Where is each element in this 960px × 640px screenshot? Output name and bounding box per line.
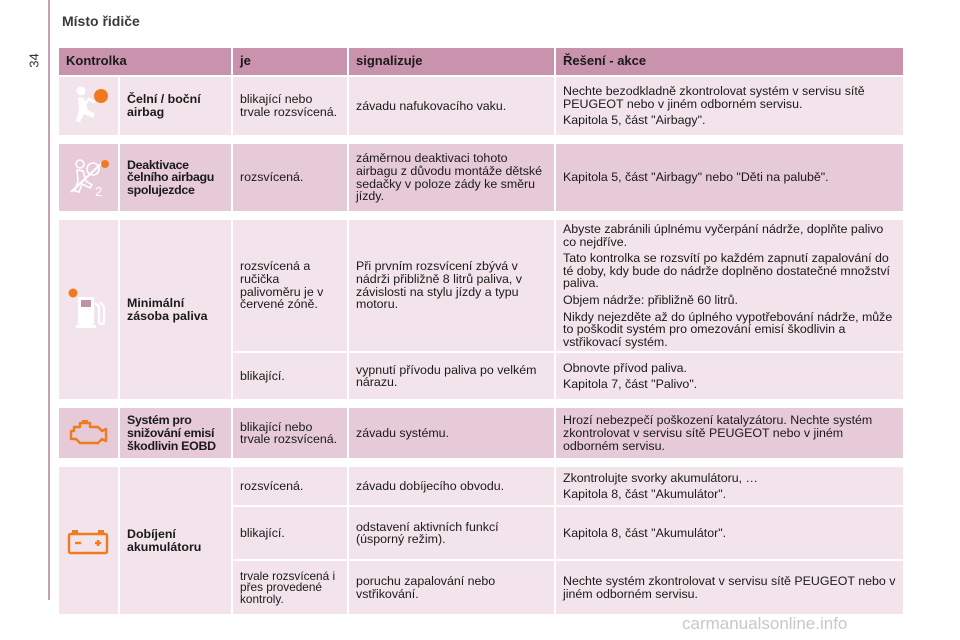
- margin-rule: [48, 0, 50, 600]
- battery-icon: [67, 526, 111, 556]
- table-row: [58, 143, 904, 212]
- signals-cell: závadu dobíjecího obvodu.: [348, 466, 555, 506]
- solution-cell: Hrozí nebezpečí poškození katalyzátoru. Nechte systém zkontrolovat v servisu sítě PEUGEOT nebo v jiném odborném servisu.: [555, 407, 904, 459]
- indicator-name: Minimální zásoba paliva: [119, 219, 232, 400]
- icon-cell: [58, 143, 119, 212]
- table-row: [58, 407, 904, 459]
- signals-cell: záměrnou deaktivaci tohoto airbagu z důvodu montáže dětské sedačky v poloze zády ke směru jízdy.: [348, 143, 555, 212]
- solution-cell: Kapitola 8, část "Akumulátor".: [555, 506, 904, 560]
- table-row: [58, 219, 904, 352]
- signals-cell: vypnutí přívodu paliva po velkém nárazu.: [348, 352, 555, 400]
- icon-cell: [58, 219, 119, 400]
- indicator-name: Deaktivace čelního airbagu spolujezdce: [119, 143, 232, 212]
- table-header-row: [58, 47, 904, 76]
- fuel-pump-icon: [67, 287, 111, 333]
- header-signals: signalizuje: [348, 47, 555, 76]
- signals-cell: odstavení aktivních funkcí (úsporný režim).: [348, 506, 555, 560]
- state-cell: blikající.: [232, 506, 348, 560]
- airbag-deactivated-icon: [67, 156, 111, 200]
- state-cell: rozsvícená.: [232, 466, 348, 506]
- solution-cell: Abyste zabránili úplnému vyčerpání nádrže, doplňte palivo co nejdříve. Tato kontrolka se rozsvítí po každém zapnutí zapalování do té doby, kdy bude do nádrže doplněno dostatečné množství paliva. Objem nádrže: přibližně 60 litrů. Nikdy nejezděte až do úplného vypotřebování nádrže, může to poškodit systém pro omezování emisí škodlivin a vstřikovací systém.: [555, 219, 904, 352]
- solution-cell: Kapitola 5, část "Airbagy" nebo "Děti na palubě".: [555, 143, 904, 212]
- header-state: je: [232, 47, 348, 76]
- solution-cell: Nechte systém zkontrolovat v servisu sítě PEUGEOT nebo v jiném odborném servisu.: [555, 560, 904, 615]
- solution-cell: Zkontrolujte svorky akumulátoru, … Kapitola 8, část "Akumulátor".: [555, 466, 904, 506]
- svg-text:2: 2: [94, 183, 102, 199]
- solution-cell: Obnovte přívod paliva. Kapitola 7, část "Palivo".: [555, 352, 904, 400]
- signals-cell: závadu nafukovacího vaku.: [348, 76, 555, 136]
- state-cell: trvale rozsvícená i přes provedené kontroly.: [232, 560, 348, 615]
- page-number: 34: [26, 52, 42, 68]
- icon-cell: [58, 466, 119, 615]
- state-cell: blikající nebo trvale rozsvícená.: [232, 407, 348, 459]
- table-row: [58, 76, 904, 136]
- section-title: Místo řidiče: [62, 13, 140, 29]
- indicator-table: [57, 46, 905, 616]
- solution-cell: Nechte bezodkladně zkontrolovat systém v servisu sítě PEUGEOT nebo v jiném odborném servisu. Kapitola 5, část "Airbagy".: [555, 76, 904, 136]
- state-cell: rozsvícená a ručička palivoměru je v červené zóně.: [232, 219, 348, 352]
- signals-cell: závadu systému.: [348, 407, 555, 459]
- state-cell: rozsvícená.: [232, 143, 348, 212]
- icon-cell: [58, 407, 119, 459]
- signals-cell: poruchu zapalování nebo vstřikování.: [348, 560, 555, 615]
- airbag-person-icon: [67, 84, 111, 128]
- icon-cell: [58, 76, 119, 136]
- header-solution: Řešení - akce: [555, 47, 904, 76]
- indicator-name: Systém pro snižování emisí škodlivin EOBD: [119, 407, 232, 459]
- table-row: [58, 466, 904, 506]
- watermark: carmanualsonline.info: [682, 614, 848, 633]
- header-indicator: Kontrolka: [58, 47, 232, 76]
- signals-cell: Při prvním rozsvícení zbývá v nádrži přibližně 8 litrů paliva, v závislosti na stylu jízdy a typu motoru.: [348, 219, 555, 352]
- state-cell: blikající.: [232, 352, 348, 400]
- indicator-name: Čelní / boční airbag: [119, 76, 232, 136]
- indicator-name: Dobíjení akumulátoru: [119, 466, 232, 615]
- state-cell: blikající nebo trvale rozsvícená.: [232, 76, 348, 136]
- engine-check-icon: [66, 417, 112, 449]
